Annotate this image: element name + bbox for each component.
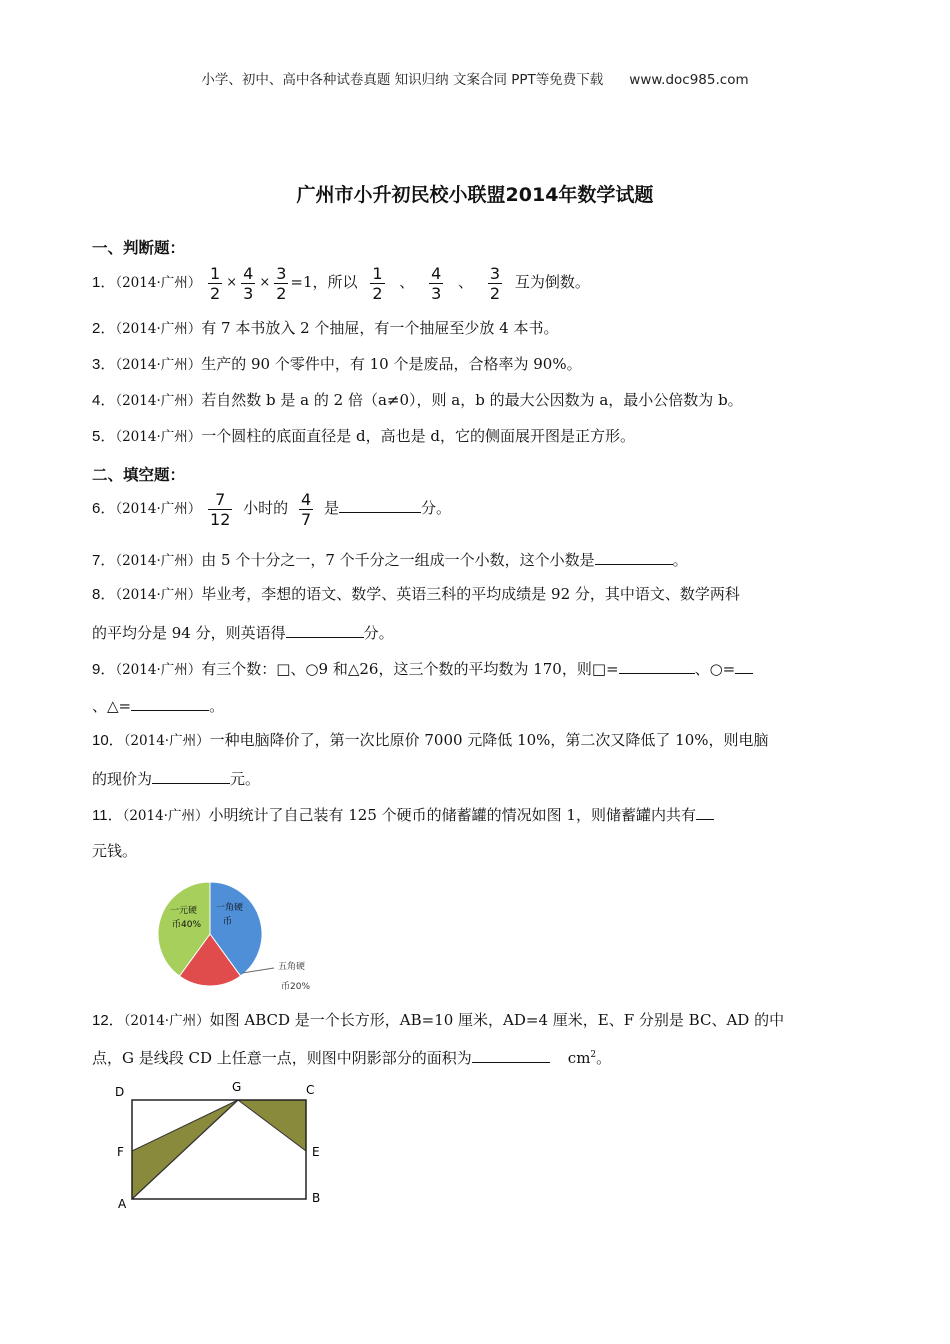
- q-tag: （2014·广州）: [115, 357, 202, 373]
- q-number: 7．: [92, 552, 116, 569]
- q-number: 10．: [92, 732, 124, 749]
- q-tag: （2014·广州）: [115, 393, 202, 409]
- question-3: [92, 354, 582, 375]
- q-text: 一个圆柱的底面直径是 d，高也是 d，它的侧面展开图是正方形。: [201, 427, 635, 445]
- fraction: $\frac{7}{12}$: [210, 489, 231, 529]
- q-text: 2: [590, 1050, 597, 1060]
- answer-blank[interactable]: [286, 621, 364, 638]
- shaded-triangle-right: [238, 1100, 306, 1151]
- q-tag: （2014·广州）: [122, 808, 209, 824]
- question-10: [92, 730, 769, 751]
- q-text: 一种电脑降价了，第一次比原价 7000 元降低 10%，第二次又降低了 10%，则电脑: [209, 731, 769, 749]
- answer-blank[interactable]: [472, 1046, 550, 1063]
- q-text: 。: [596, 1049, 612, 1067]
- pie-label-5jiao: 五角硬: [278, 962, 306, 972]
- q-tag: （2014·广州）: [115, 587, 202, 603]
- q-text: 分。: [363, 624, 394, 642]
- q-text: 。: [672, 551, 688, 569]
- question-6: [92, 488, 451, 528]
- section-judge: 一、判断题：: [92, 239, 186, 257]
- q-tag: （2014·广州）: [115, 662, 202, 678]
- label-G: G: [232, 1080, 242, 1094]
- fraction: $\frac{4}{3}$: [243, 263, 254, 303]
- label-B: B: [312, 1191, 321, 1205]
- q-text: 有 7 本书放入 2 个抽屉，有一个抽屉至少放 4 本书。: [201, 319, 559, 337]
- q-text: 互为倒数。: [514, 273, 590, 291]
- q-text: 点，G 是线段 CD 上任意一点，则图中阴影部分的面积为: [92, 1049, 472, 1067]
- times-sign: ×: [259, 275, 271, 290]
- label-E: E: [312, 1145, 320, 1159]
- q-text: 、○=: [694, 660, 736, 678]
- q-number: 1．: [92, 274, 116, 291]
- q-number: 9．: [92, 661, 116, 678]
- question-2: [92, 318, 559, 339]
- q-text: 元钱。: [92, 842, 138, 860]
- q-text: 有三个数：□、○9 和△26，这三个数的平均数为 170，则□=: [201, 660, 619, 678]
- q-tag: （2014·广州）: [115, 275, 202, 291]
- label-A: A: [118, 1197, 127, 1211]
- page-header: [0, 68, 950, 88]
- q-text: 生产的 90 个零件中，有 10 个是废品，合格率为 90%。: [201, 355, 582, 373]
- separator: 、: [399, 273, 415, 291]
- q-text: 元。: [230, 770, 261, 788]
- q-text: 小明统计了自己装有 125 个硬币的储蓄罐的情况如图 1，则储蓄罐内共有: [208, 806, 696, 824]
- answer-blank[interactable]: [131, 694, 209, 711]
- q-number: 3．: [92, 356, 116, 373]
- q-tag: （2014·广州）: [115, 429, 202, 445]
- q-tag: （2014·广州）: [115, 321, 202, 337]
- q-tag: （2014·广州）: [115, 553, 202, 569]
- q-number: 6．: [92, 500, 116, 517]
- question-5: [92, 426, 635, 447]
- q-text: 分。: [420, 499, 451, 517]
- pie-label-1yuan-2: 币40%: [172, 920, 202, 930]
- q-text: 毕业考，李想的语文、数学、英语三科的平均成绩是 92 分，其中语文、数学两科: [201, 585, 740, 603]
- question-12-cont: [92, 1046, 611, 1068]
- answer-blank[interactable]: [735, 657, 753, 674]
- answer-blank[interactable]: [152, 767, 230, 784]
- fraction: $\frac{3}{2}$: [276, 263, 287, 303]
- coin-pie-chart: [150, 876, 330, 996]
- q-text: 的平均分是 94 分，则英语得: [92, 624, 286, 642]
- q-text: 、△=: [92, 697, 132, 715]
- rectangle-figure: [110, 1074, 330, 1214]
- pie-label-1jiao: 一角硬: [216, 903, 244, 913]
- answer-blank[interactable]: [696, 803, 714, 820]
- q-number: 5．: [92, 428, 116, 445]
- q-number: 11．: [92, 807, 123, 824]
- answer-blank[interactable]: [619, 657, 695, 674]
- header-site[interactable]: www.doc985.com: [629, 72, 749, 88]
- q-number: 2．: [92, 320, 116, 337]
- q-tag: （2014·广州）: [115, 501, 202, 517]
- question-8: [92, 584, 740, 605]
- label-C: C: [306, 1083, 315, 1097]
- q-text: 由 5 个十分之一，7 个千分之一组成一个小数，这个小数是: [201, 551, 595, 569]
- answer-blank[interactable]: [339, 496, 421, 513]
- question-12: [92, 1010, 784, 1031]
- q-text: cm: [567, 1049, 591, 1067]
- question-11: [92, 803, 714, 826]
- question-10-cont: [92, 767, 260, 789]
- separator: 、: [458, 273, 474, 291]
- times-sign: ×: [226, 275, 238, 290]
- question-11-cont: [92, 840, 137, 861]
- q-tag: （2014·广州）: [123, 733, 210, 749]
- q-tag: （2014·广州）: [123, 1013, 210, 1029]
- question-4: [92, 390, 743, 411]
- label-F: F: [117, 1145, 124, 1159]
- q-number: 12．: [92, 1012, 124, 1029]
- section-fill: 二、填空题：: [92, 466, 186, 484]
- fraction: $\frac{1}{2}$: [210, 263, 221, 303]
- label-D: D: [115, 1085, 125, 1099]
- question-9: [92, 657, 753, 680]
- q-text: 。: [209, 697, 225, 715]
- question-1: [92, 262, 590, 302]
- pie-label-1jiao-2: 币: [223, 917, 233, 927]
- question-7: [92, 548, 688, 571]
- q-text: 是: [323, 499, 339, 517]
- q-text: 小时的: [243, 499, 289, 517]
- q-text: 的现价为: [92, 770, 153, 788]
- question-8-cont: [92, 621, 394, 643]
- fraction: $\frac{4}{3}$: [431, 263, 442, 303]
- fraction: $\frac{3}{2}$: [489, 263, 501, 303]
- q-text: 如图 ABCD 是一个长方形，AB=10 厘米，AD=4 厘米，E、F 分别是 BC、AD 的中: [209, 1011, 785, 1029]
- q-text: 若自然数 b 是 a 的 2 倍（a≠0），则 a，b 的最大公因数为 a，最小公倍数为 b。: [201, 391, 743, 409]
- question-9-cont: [92, 694, 224, 716]
- q-number: 8．: [92, 586, 116, 603]
- answer-blank[interactable]: [595, 548, 673, 565]
- fraction: $\frac{4}{7}$: [300, 489, 312, 529]
- q-text: =1，所以: [290, 273, 358, 291]
- page-title: 广州市小升初民校小联盟2014年数学试题: [296, 184, 654, 206]
- pie-label-1yuan: 一元硬: [170, 906, 198, 916]
- pie-label-5jiao-2: 币20%: [281, 982, 311, 992]
- fraction: $\frac{1}{2}$: [372, 263, 383, 303]
- header-text: 小学、初中、高中各种试卷真题 知识归纳 文案合同 PPT等免费下载: [201, 72, 604, 88]
- q-number: 4．: [92, 392, 116, 409]
